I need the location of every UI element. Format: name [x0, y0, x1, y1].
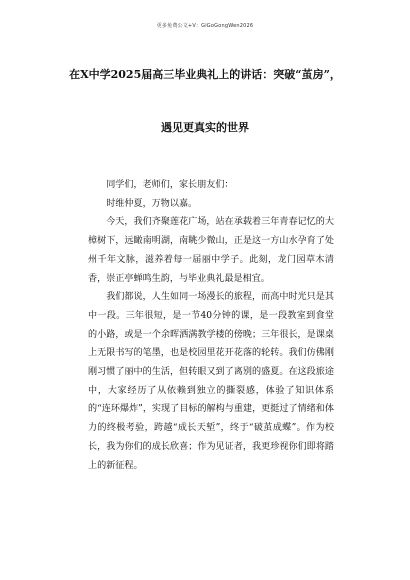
salutation-paragraph: 同学们，老师们，家长朋友们：: [106, 180, 234, 190]
header-note: 更多免费公文+V：GiGoGongWen2026: [156, 23, 254, 29]
document-title-line-2: 遇见更真实的世界: [161, 121, 249, 134]
body-paragraph: 我们都说，人生如同一场漫长的旅程，而高中时光只是其中一段。三年很短，是一节40分钟的课，是一段教室到食堂的小路，或是一个余晖洒满教学楼的傍晚；三年很长，是课桌上无限书写的笔墨，也是校园里花开花落的轮转。我们仿佛刚刚习惯了丽中的生活，但转眼又到了离别的盛夏。在这段旅途中，大家经历了从依赖到独立的撕裂感，体验了知识体系的“连环爆炸”，实现了目标的解构与重建，更挺过了情绪和体力的终极考验，跨越“成长天堑”，终于“破茧成蝶”。作为校长，我为你们的成长欣喜；作为见证者，我更珍视你们即将踏上的新征程。: [88, 292, 334, 471]
document-title-line-1: 在X中学2025届高三毕业典礼上的讲话：突破“茧房”，: [69, 68, 341, 81]
opening-paragraph: 时维仲夏，万物以嘉。: [106, 198, 198, 209]
document-body: [88, 176, 334, 475]
body-paragraph: 今天，我们齐聚莲花广场，站在承载着三年青春记忆的大樟树下，远瞰南明湖，南眺少微山，正是这一方山水孕育了处州千年文脉，滋养着每一届丽中学子。此刻，龙门园草木清香，崇正亭蝉鸣生韵，与毕业典礼最是相宜。: [88, 217, 334, 284]
